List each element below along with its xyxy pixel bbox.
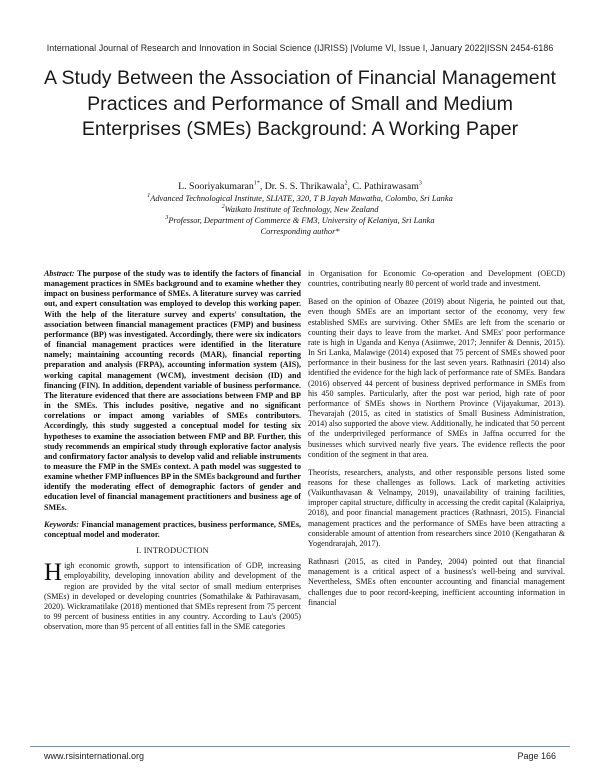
affiliation-text: Waikato Institute of Technology, New Zealand	[224, 205, 379, 214]
abstract-label: Abstract:	[44, 269, 75, 278]
author-list	[40, 180, 560, 193]
body-paragraph: in Organisation for Economic Co-operation and Development (OECD) countries, contributing nearly 80 percent of world trade and investment.	[308, 269, 565, 289]
page-number: Page 166	[517, 751, 556, 761]
introduction-text: igh economic growth, support to intensification of GDP, increasing employability, developing innovation ability and development of the region are provided by the vital sector of small medium enterprises (SMEs) in developed or developing countries (Somathilake & Pathiravasam, 2020). Wickramatilake (2018) mentioned that SMEs represent from 75 percent to 99 percent of business entities in any country. According to Lau's (2005) observation, more than 95 percent of all entities fall in the SME categories	[44, 561, 301, 632]
author-name: , C. Pathirawasam	[347, 181, 419, 192]
keywords-label: Keywords:	[44, 519, 80, 529]
body-paragraph: Rathnasri (2015, as cited in Pandey, 2004) pointed out that financial management is a critical aspect of a business's well-being and survival. Nevertheless, SMEs often encounter accounting and financial management challenges due to poor record-keeping, inefficient accounting information in financial	[308, 557, 565, 607]
abstract	[44, 269, 301, 513]
paper-title: A Study Between the Association of Financial Management Practices and Performance of Small and Medium Enterprises (SMEs) Background: A Working Paper	[44, 67, 556, 141]
affiliation	[40, 193, 560, 204]
section-heading-introduction: I. INTRODUCTION	[136, 546, 209, 556]
footer-divider	[30, 746, 570, 747]
keywords-text: Financial management practices, business performance, SMEs, conceptual model and moderator.	[44, 519, 301, 539]
footer-website: www.rsisinternational.org	[44, 751, 145, 761]
affiliation	[40, 204, 560, 215]
journal-header: International Journal of Research and Innovation in Social Science (IJRISS) |Volume VI, Issue I, January 2022|ISSN 2454-6186	[46, 43, 554, 53]
author-name: , Dr. S. S. Thrikawala	[259, 181, 345, 192]
affiliation-text: Advanced Technological Institute, SLIATE, 320, T B Jayah Mawatha, Colombo, Sri Lanka	[150, 194, 453, 203]
corresponding-author-note: Corresponding author*	[260, 227, 340, 236]
affiliation	[40, 215, 560, 226]
affiliation-superscript: 3	[165, 215, 169, 222]
author-superscript: 2	[344, 180, 348, 187]
keywords	[44, 520, 301, 540]
affiliation-superscript: 1	[147, 193, 151, 200]
authors-block	[40, 180, 560, 237]
introduction-paragraph	[44, 561, 301, 632]
right-column	[308, 269, 565, 616]
body-paragraph: Theorists, researchers, analysts, and other responsible persons listed some reasons for these challenges as follows. Lack of marketing activities (Vaikunthavasan & Velnampy, 2019), unavailability of training facilities, improper capital structure, difficulty in accessing the credit capital (Kalaipriya, 2018), and poor financial management practices (Rathnasri, 2015). Financial management practices and the performance of SMEs have been attracting a considerable amount of attention from researchers since 2010 (Kengatharan & Yogendrarajah, 2017).	[308, 467, 565, 548]
body-paragraph: Based on the opinion of Obazee (2019) about Nigeria, he pointed out that, even though SMEs are an important sector of the economy, very few established SMEs are surviving. Other SMEs are left from the scenario or counting their days to leave from the market. And SMEs' poor performance rate is high in Uganda and Kenya (Asiimwe, 2017; Jennifer & Dennis, 2015). In Sri Lanka, Malawige (2014) exposed that 75 percent of SMEs showed poor performance in their business for the last seven years. Rathnasiri (2014) also identified the evidence for the high lack of performance rate of SMEs. Bandara (2016) observed 44 percent of business deprived performance in SMEs from his 450 samples. Particularly, after the post war period, high rate of poor performance of SMEs shows in Northern Province (Vijayakumar, 2013). Thevarajah (2015, as cited in statistics of Small Business Administration, 2014) also supported the above view. Additionally, he indicated that 50 percent of the underprivileged performance of SMEs in Jaffna occurred for the businesses which survived nearly five years. The evidence reflects the poor condition of the segment in that area.	[308, 297, 565, 459]
affiliation-superscript: 2	[221, 204, 225, 211]
drop-cap: H	[44, 559, 63, 587]
author-superscript: 1*	[253, 180, 260, 187]
author-superscript: 3	[418, 180, 422, 187]
affiliation-text: Professor, Department of Commerce & FM3, University of Kelaniya, Sri Lanka	[168, 216, 435, 225]
author-name: L. Sooriyakumaran	[178, 181, 254, 192]
abstract-text: The purpose of the study was to identify the factors of financial management practices in SMEs background and to examine whether they impact on business performance of SMEs. A literature survey was carried out, and expert consultation was employed to develop this working paper. With the help of the literature survey and experts' consultation, the association between financial management practices (FMP) and business performance (BP) was investigated. Accordingly, there were six indicators of financial management practices were identified in the literature namely; maintaining accounting records (MAR), financial reporting preparation and analysis (FRPA), accounting information system (AIS), working capital management (WCM), investment decision (ID) and financing (FIN). In addition, dependent variable of business performance. The literature evidenced that there are associations between FMP and BP in the SMEs. This includes positive, negative and no significant correlations or impact among variables of SMEs contributors. Accordingly, this study suggested a conceptual model for testing six hypotheses to examine the association between FMP and BP. Further, this study recommends an empirical study through explorative factor analysis and confirmatory factor analysis to develop valid and reliable instruments to measure the FMP in the SMEs context. A path model was suggested to examine whether FMP influences BP in the SMEs background and further identify the moderating effect of demographic factors of gender and education level of financial management practitioners and business age of SMEs.	[44, 269, 301, 512]
left-column	[44, 269, 301, 632]
